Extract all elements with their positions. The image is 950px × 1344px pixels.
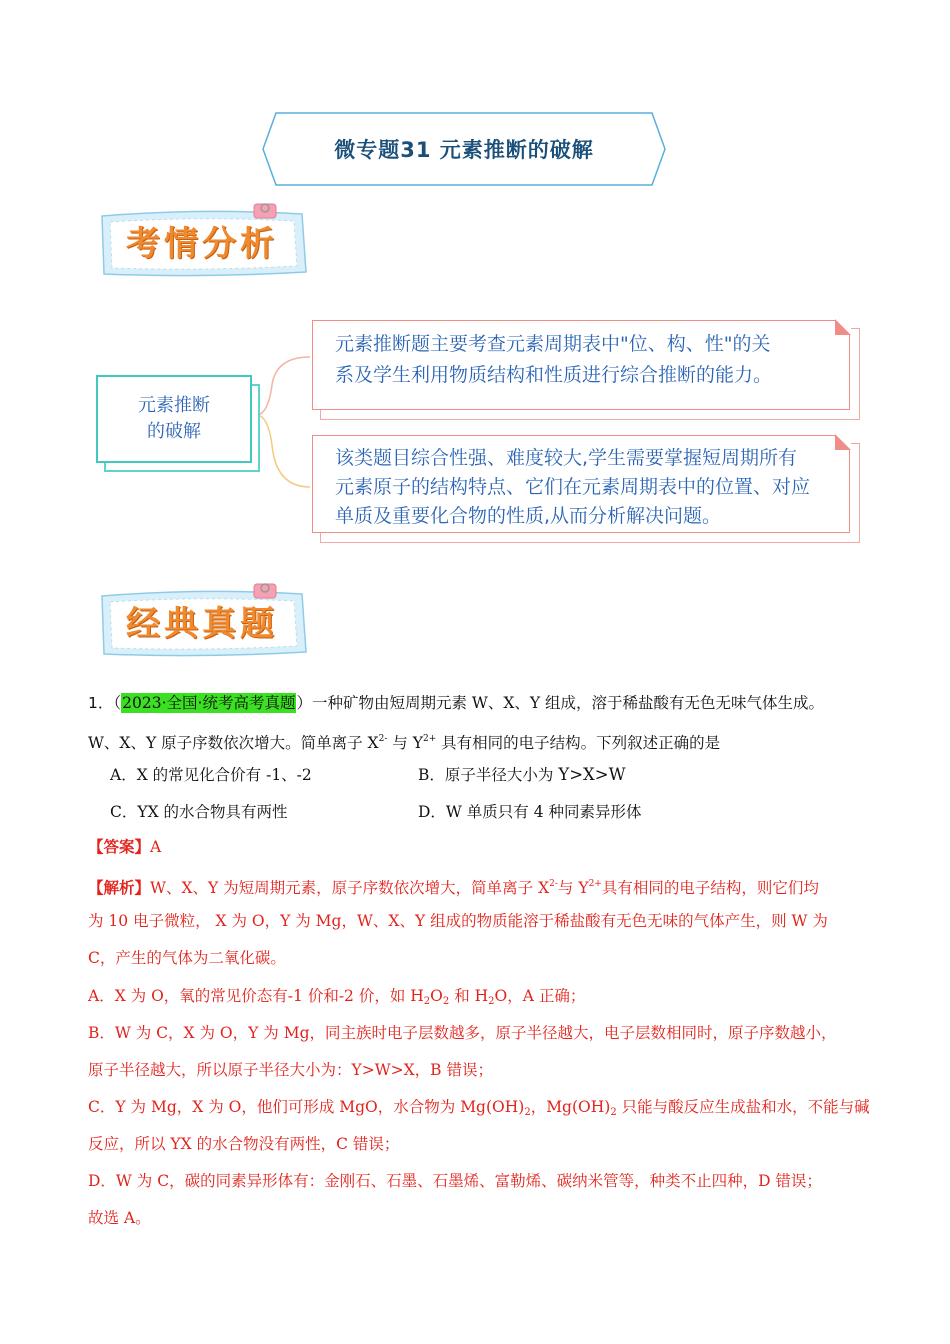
page-title: 微专题31 元素推断的破解	[334, 138, 594, 162]
explanation-a-sub1: 2	[423, 996, 431, 1007]
mindmap-box1	[312, 320, 850, 410]
explanation-c-text2: ，Mg(OH)	[530, 1098, 611, 1116]
explanation-line2: 为 10 电子微粒， X 为 O，Y 为 Mg，W、X、Y 组成的物质能溶于稀盐酸有无色无味的气体产生，则 W 为	[88, 912, 828, 930]
question-stem-text1: 一种矿物由短周期元素 W、X、Y 组成，溶于稀盐酸有无色无味气体生成。	[311, 694, 825, 712]
section-header-exam	[92, 582, 312, 662]
mindmap-box1-line1: 元素推断题主要考查元素周期表中"位、构、性"的关	[335, 333, 771, 355]
explanation-option-d: D．W 为 C，碳的同素异形体有：金刚石、石墨、石墨烯、富勒烯、碳纳米管等，种类不止四种，D 错误；	[88, 1172, 822, 1190]
y-ion-charge: 2+	[422, 734, 437, 744]
explanation-label: 【解析】	[88, 878, 151, 897]
question-tag-open: （	[113, 694, 122, 712]
explanation-p1b: 与 Y	[557, 879, 589, 897]
explanation-option-c-line1	[88, 1089, 870, 1131]
folded-corner-icon	[835, 434, 851, 450]
explanation-option-c-line2: 反应，所以 YX 的水合物没有两性，C 错误；	[88, 1135, 400, 1153]
option-a: A．X 的常见化合价有 -1、-2	[110, 766, 312, 784]
question-stem-text2b: 与 Y	[387, 734, 423, 752]
question-stem-line1	[88, 686, 824, 720]
section-header-analysis-text: 考情分析	[126, 223, 278, 264]
question-tag-close: ）	[296, 694, 312, 712]
explanation-line3: C，产生的气体为二氧化碳。	[88, 949, 286, 967]
explanation-a-sub3: 2	[488, 996, 495, 1007]
folded-corner-icon	[835, 319, 851, 335]
option-c: C．YX 的水合物具有两性	[110, 803, 288, 821]
section-header-analysis	[92, 202, 312, 282]
explanation-option-b-line2: 原子半径越大，所以原子半径大小为：Y>W>X，B 错误；	[88, 1061, 493, 1079]
answer-value: A	[150, 838, 162, 856]
explanation-option-b-line1: B．W 为 C，X 为 O，Y 为 Mg，同主族时电子层数越多，原子半径越大，电子层数相同时，原子序数越小，	[88, 1024, 837, 1042]
mindmap-box1-line2: 系及学生利用物质结构和性质进行综合推断的能力。	[335, 364, 773, 386]
mindmap-root-node	[96, 375, 252, 463]
question-source-tag: 2023·全国·统考高考真题	[122, 694, 296, 712]
question-stem-text2a: W、X、Y 原子序数依次增大。简单离子 X	[88, 734, 379, 752]
explanation-c-sub2: 2	[610, 1107, 617, 1118]
explanation-c-text1: C．Y 为 Mg，X 为 O，他们可形成 MgO，水合物为 Mg(OH)	[88, 1098, 525, 1116]
explanation-y-charge: 2+	[588, 879, 602, 889]
explanation-c-text3: 只能与酸反应生成盐和水，不能与碱	[616, 1098, 870, 1116]
answer-line	[88, 829, 161, 865]
option-b	[418, 760, 626, 790]
explanation-a-sub2: 2	[442, 996, 450, 1007]
explanation-a-text4: O，A 正确；	[494, 987, 586, 1005]
mindmap-root-line2: 的破解	[147, 421, 201, 442]
mindmap-root-line1: 元素推断	[138, 395, 210, 416]
explanation-p1a: W、X、Y 为短周期元素，原子序数依次增大，简单离子 X	[150, 879, 550, 897]
explanation-a-text3: 和 H	[449, 987, 489, 1005]
explanation-a-text2: O	[430, 987, 443, 1005]
question-stem-line2	[88, 722, 720, 760]
explanation-c-sub1: 2	[524, 1107, 531, 1118]
explanation-option-a	[88, 978, 585, 1020]
option-b-formula: Y>X>W	[558, 765, 626, 784]
explanation-a-text1: A．X 为 O，氧的常见价态有-1 价和-2 价，如 H	[88, 987, 424, 1005]
x-ion-charge: 2-	[378, 734, 388, 744]
explanation-line1	[88, 866, 819, 906]
mindmap-box2	[312, 435, 850, 533]
section-header-exam-text: 经典真题	[126, 603, 278, 644]
question-number: 1．	[88, 694, 114, 712]
mindmap-box2-line2: 元素原子的结构特点、它们在元素周期表中的位置、对应	[335, 476, 811, 498]
explanation-x-charge: 2-	[549, 879, 558, 889]
question-stem-text2c: 具有相同的电子结构。下列叙述正确的是	[436, 734, 721, 752]
mindmap-box2-line3: 单质及重要化合物的性质,从而分析解决问题。	[335, 505, 722, 527]
explanation-conclusion: 故选 A。	[88, 1209, 151, 1227]
explanation-p1c: 具有相同的电子结构，则它们均	[601, 879, 819, 897]
answer-label: 【答案】	[88, 837, 151, 856]
option-b-label: B．原子半径大小为	[418, 766, 559, 784]
mindmap-box2-line1: 该类题目综合性强、难度较大,学生需要掌握短周期所有	[335, 447, 798, 469]
option-d: D．W 单质只有 4 种同素异形体	[418, 803, 642, 821]
